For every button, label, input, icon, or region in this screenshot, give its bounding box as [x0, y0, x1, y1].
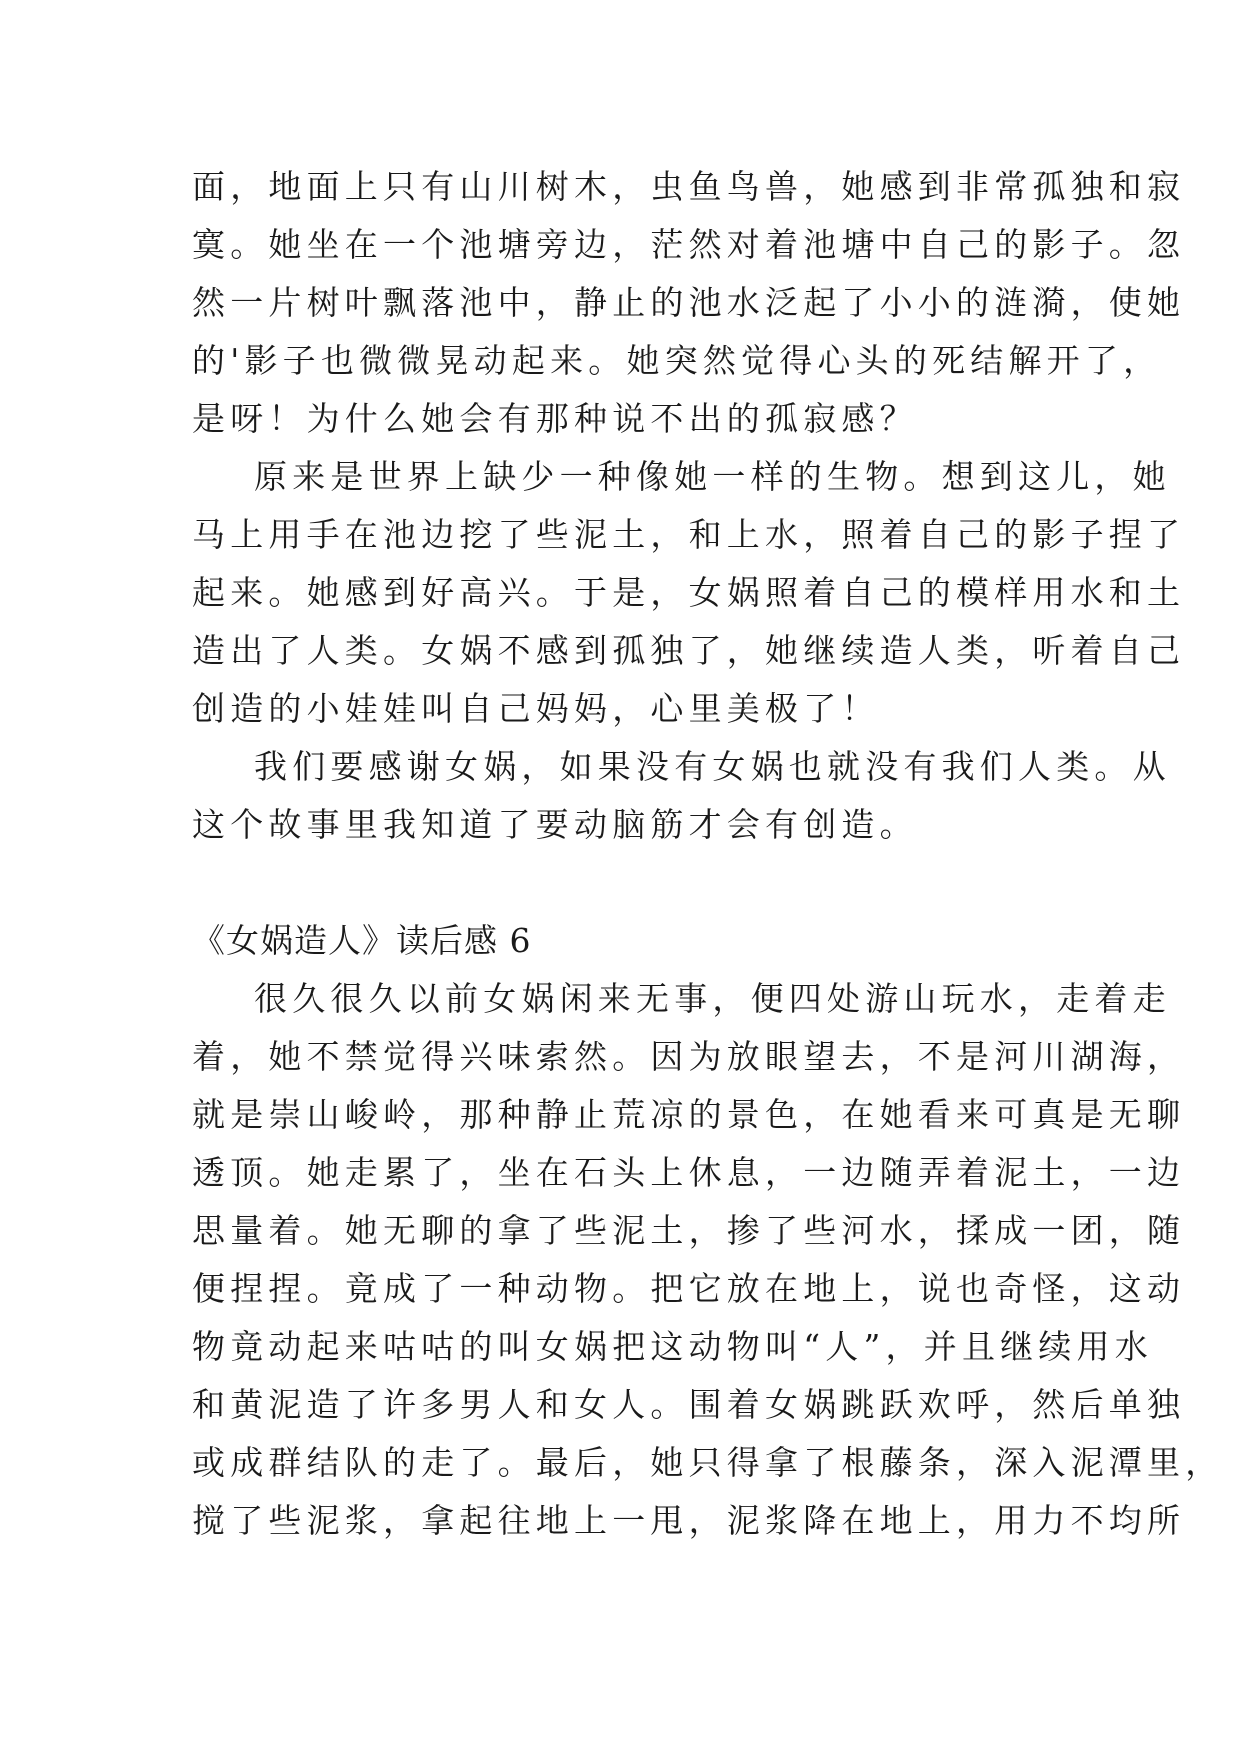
text-line: 思量着。她无聊的拿了些泥土，掺了些河水，揉成一团，随	[192, 1211, 1186, 1250]
text-line: 马上用手在池边挖了些泥土，和上水，照着自己的影子捏了	[192, 515, 1186, 554]
paragraph	[192, 448, 1186, 738]
text-line: 原来是世界上缺少一种像她一样的生物。想到这儿，她	[254, 457, 1171, 496]
text-line: 和黄泥造了许多男人和女人。围着女娲跳跃欢呼，然后单独	[192, 1385, 1186, 1424]
text-line: 便捏捏。竟成了一种动物。把它放在地上，说也奇怪，这动	[192, 1269, 1186, 1308]
text-line: 然一片树叶飘落池中，静止的池水泛起了小小的涟漪，使她	[192, 283, 1186, 322]
spacer	[192, 854, 1062, 912]
text-line: 创造的小娃娃叫自己妈妈，心里美极了！	[192, 689, 880, 728]
section-title: 《女娲造人》读后感 6	[192, 921, 532, 960]
text-line: 这个故事里我知道了要动脑筋才会有创造。	[192, 805, 918, 844]
text-line: 很久很久以前女娲闲来无事，便四处游山玩水，走着走	[254, 979, 1171, 1018]
text-line: 或成群结队的走了。最后，她只得拿了根藤条，深入泥潭里，	[192, 1443, 1224, 1482]
text-line: 造出了人类。女娲不感到孤独了，她继续造人类，听着自己	[192, 631, 1186, 670]
text-line: 寞。她坐在一个池塘旁边，茫然对着池塘中自己的影子。忽	[192, 225, 1186, 264]
paragraph	[192, 970, 1224, 1550]
text-line: 透顶。她走累了，坐在石头上休息，一边随弄着泥土，一边	[192, 1153, 1186, 1192]
paragraph-continued	[192, 158, 1186, 448]
text-line: 物竟动起来咕咕的叫女娲把这动物叫“人”，并且继续用水	[192, 1327, 1153, 1366]
text-line: 是呀！为什么她会有那种说不出的孤寂感？	[192, 399, 918, 438]
document-page	[192, 158, 1224, 1550]
text-line: 的'影子也微微晃动起来。她突然觉得心头的死结解开了，	[192, 341, 1162, 380]
text-line: 着，她不禁觉得兴味索然。因为放眼望去，不是河川湖海，	[192, 1037, 1186, 1076]
text-line: 面，地面上只有山川树木，虫鱼鸟兽，她感到非常孤独和寂	[192, 167, 1186, 206]
text-line: 我们要感谢女娲，如果没有女娲也就没有我们人类。从	[254, 747, 1171, 786]
text-line: 搅了些泥浆，拿起往地上一甩，泥浆降在地上，用力不均所	[192, 1501, 1186, 1540]
text-line: 起来。她感到好高兴。于是，女娲照着自己的模样用水和土	[192, 573, 1186, 612]
text-line: 就是崇山峻岭，那种静止荒凉的景色，在她看来可真是无聊	[192, 1095, 1186, 1134]
paragraph	[192, 738, 1171, 854]
